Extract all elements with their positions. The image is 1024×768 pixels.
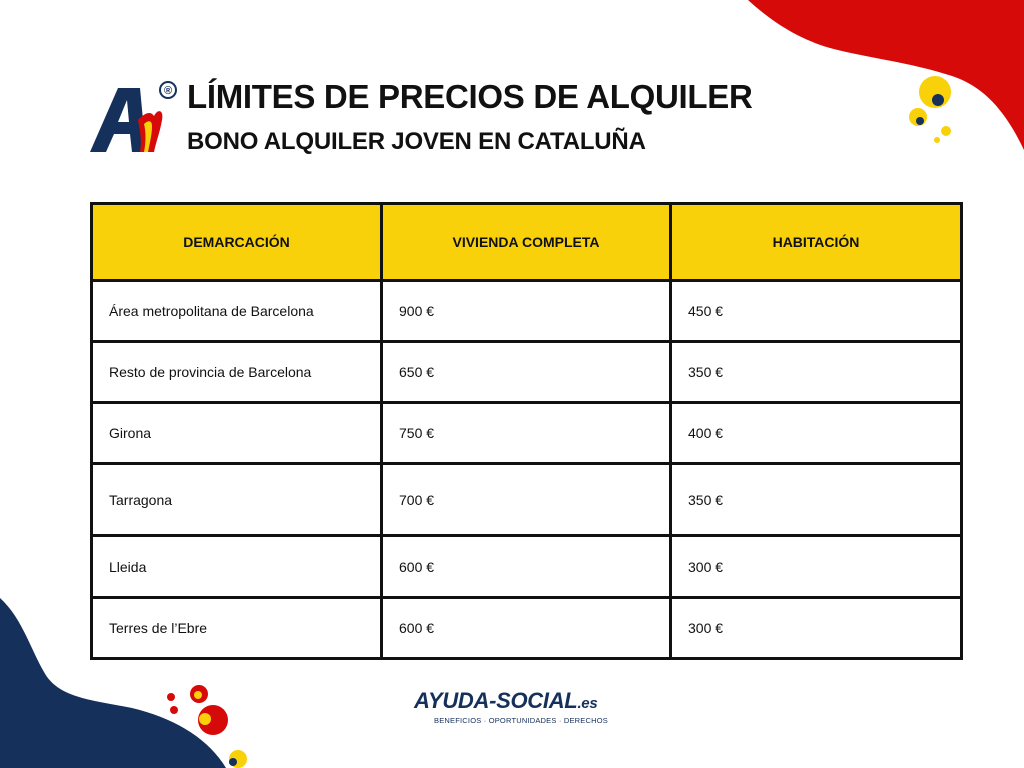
table-row: [92, 464, 962, 536]
page-subtitle: BONO ALQUILER JOVEN EN CATALUÑA: [187, 128, 646, 155]
cell-habitacion: 400 €: [671, 403, 962, 464]
red-wave-shape: [748, 0, 1024, 150]
cell-habitacion: 350 €: [671, 342, 962, 403]
column-header-demarcacion: DEMARCACIÓN: [92, 204, 382, 281]
cell-habitacion: 350 €: [671, 464, 962, 536]
brand-wordmark: [414, 688, 597, 714]
cell-vivienda: 700 €: [382, 464, 671, 536]
decorative-circles-icon: [909, 76, 951, 143]
cell-demarcacion: Lleida: [92, 536, 382, 598]
table-header-row: [92, 204, 962, 281]
table-row: [92, 598, 962, 659]
cell-demarcacion: Área metropolitana de Barcelona: [92, 281, 382, 342]
cell-habitacion: 300 €: [671, 536, 962, 598]
column-header-habitacion: HABITACIÓN: [671, 204, 962, 281]
cell-habitacion: 450 €: [671, 281, 962, 342]
cell-vivienda: 750 €: [382, 403, 671, 464]
cell-demarcacion: Girona: [92, 403, 382, 464]
footer-brand: [414, 688, 636, 728]
brand-logo-icon: [88, 80, 178, 156]
table-row: [92, 281, 962, 342]
cell-vivienda: 600 €: [382, 536, 671, 598]
brand-suffix: .es: [577, 695, 598, 712]
column-header-vivienda: VIVIENDA COMPLETA: [382, 204, 671, 281]
brand-name-text: AYUDA-SOCIAL: [414, 688, 578, 713]
cell-demarcacion: Resto de provincia de Barcelona: [92, 342, 382, 403]
page-title: LÍMITES DE PRECIOS DE ALQUILER: [187, 78, 753, 115]
table-row: [92, 536, 962, 598]
price-limits-table: [90, 202, 963, 660]
brand-tagline: BENEFICIOS · OPORTUNIDADES · DERECHOS: [434, 716, 608, 725]
cell-demarcacion: Terres de l’Ebre: [92, 598, 382, 659]
cell-vivienda: 650 €: [382, 342, 671, 403]
svg-text:®: ®: [163, 85, 173, 97]
cell-vivienda: 600 €: [382, 598, 671, 659]
table-row: [92, 403, 962, 464]
cell-habitacion: 300 €: [671, 598, 962, 659]
table-row: [92, 342, 962, 403]
cell-vivienda: 900 €: [382, 281, 671, 342]
cell-demarcacion: Tarragona: [92, 464, 382, 536]
